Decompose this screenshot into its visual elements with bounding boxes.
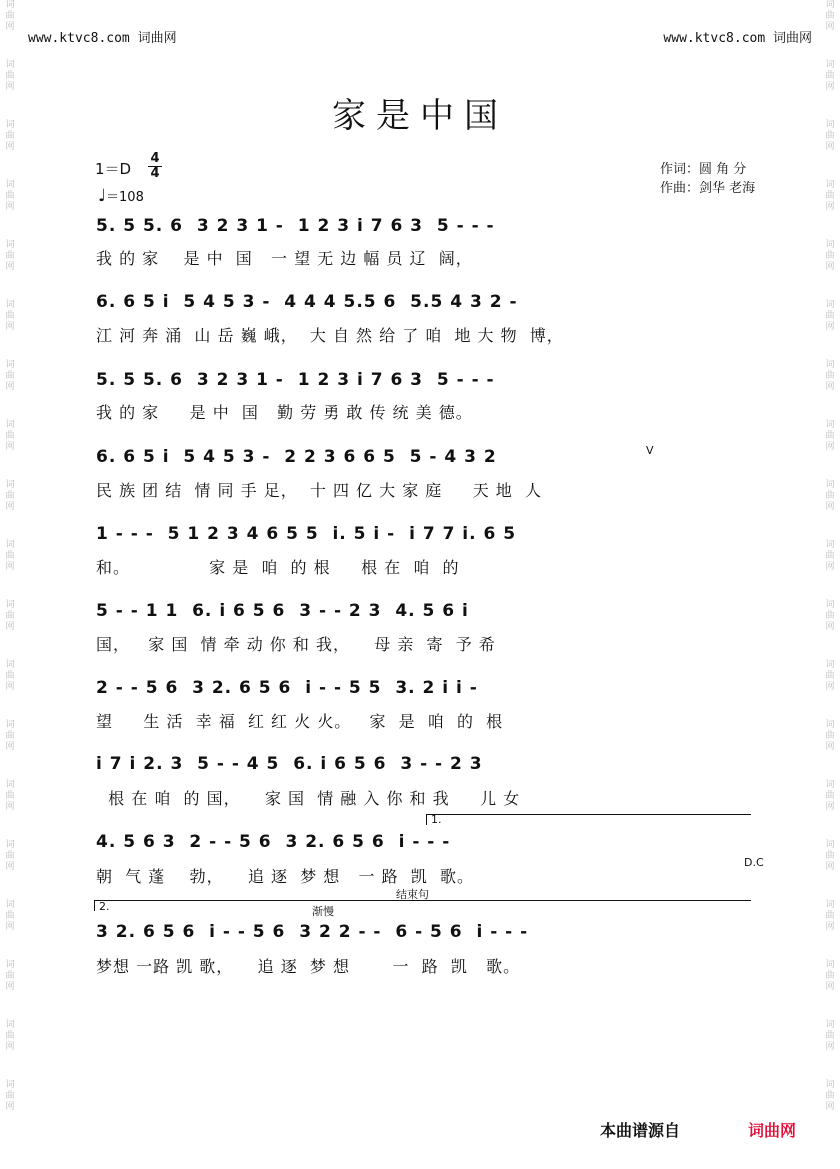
time-signature-bottom: 4 [148, 166, 162, 181]
notes-row-7: 2 - - 5 6 3 2. 6 5 6 i - - 5 5 3. 2 i i - [96, 678, 478, 698]
site-header-left[interactable]: www.ktvc8.com 词曲网 [28, 31, 177, 46]
side-watermark-char: 词 [825, 900, 835, 910]
lyric-row-3: 我 的 家 是 中 国 勤 劳 勇 敢 传 统 美 德。 [96, 403, 473, 422]
side-watermark-char: 曲 [825, 551, 835, 561]
side-watermark-char: 网 [825, 382, 835, 392]
side-watermark-char: 词 [825, 480, 835, 490]
side-watermark-char: 网 [5, 22, 15, 32]
side-watermark-char: 词 [825, 660, 835, 670]
side-watermark-block [822, 960, 838, 1020]
side-watermark-block [822, 780, 838, 840]
volta-bracket-1 [426, 814, 751, 825]
side-watermark-char: 曲 [5, 971, 15, 981]
side-watermark-char: 网 [825, 982, 835, 992]
side-watermark-char: 网 [5, 682, 15, 692]
time-signature [148, 152, 162, 181]
side-watermark-char: 网 [825, 322, 835, 332]
side-watermark-block [2, 360, 18, 420]
side-watermark-char: 词 [5, 420, 15, 430]
side-watermark-char: 词 [825, 0, 835, 10]
side-watermark-char: 曲 [5, 611, 15, 621]
side-watermark-char: 曲 [825, 911, 835, 921]
staff-row-2 [96, 292, 756, 324]
side-watermark-block [822, 900, 838, 960]
tempo-marking [98, 186, 144, 206]
side-watermark-char: 网 [5, 262, 15, 272]
side-watermark-char: 网 [5, 202, 15, 212]
side-watermark-block [822, 480, 838, 540]
side-watermark-block [822, 1080, 838, 1140]
dc-mark: D.C [744, 856, 764, 869]
side-watermark-block [2, 1020, 18, 1080]
side-watermark-block [2, 900, 18, 960]
side-watermark-block [822, 1020, 838, 1080]
side-watermark-char: 词 [825, 180, 835, 190]
notes-row-1: 5. 5 5. 6 3 2 3 1 - 1 2 3 i 7 6 3 5 - - - [96, 216, 495, 236]
side-watermark-left [2, 0, 18, 1169]
side-watermark-block [2, 180, 18, 240]
side-watermark-char: 曲 [5, 551, 15, 561]
footer-source-label: 本曲谱源自 [600, 1121, 681, 1140]
side-watermark-block [2, 0, 18, 60]
side-watermark-char: 曲 [825, 791, 835, 801]
side-watermark-block [822, 540, 838, 600]
side-watermark-block [822, 240, 838, 300]
staff-row-3 [96, 370, 756, 402]
ending-label: 结束句 [396, 888, 429, 901]
side-watermark-char: 网 [5, 562, 15, 572]
side-watermark-block [2, 300, 18, 360]
side-watermark-char: 词 [5, 0, 15, 10]
side-watermark-char: 曲 [5, 911, 15, 921]
side-watermark-char: 网 [825, 262, 835, 272]
lyric-row-6: 国， 家 国 情 牵 动 你 和 我， 母 亲 寄 予 希 [96, 635, 496, 654]
notes-row-3: 5. 5 5. 6 3 2 3 1 - 1 2 3 i 7 6 3 5 - - - [96, 370, 495, 390]
side-watermark-char: 曲 [825, 971, 835, 981]
side-watermark-char: 词 [5, 780, 15, 790]
side-watermark-char: 词 [5, 300, 15, 310]
breath-mark: V [646, 444, 654, 457]
tempo-value: ＝108 [106, 190, 144, 205]
side-watermark-char: 词 [5, 360, 15, 370]
side-watermark-char: 词 [825, 360, 835, 370]
notes-row-5: 1 - - - 5 1 2 3 4 6 5 5 i. 5 i - i 7 7 i. 6 5 [96, 524, 517, 544]
side-watermark-char: 词 [825, 420, 835, 430]
side-watermark-char: 网 [825, 142, 835, 152]
lyricist-credit: 作词：圆 角 分 [660, 162, 747, 177]
side-watermark-char: 网 [5, 922, 15, 932]
side-watermark-char: 曲 [5, 851, 15, 861]
footer-brand-link[interactable]: 词曲网 [748, 1121, 797, 1140]
side-watermark-char: 网 [5, 382, 15, 392]
side-watermark-char: 词 [825, 600, 835, 610]
side-watermark-char: 词 [825, 540, 835, 550]
side-watermark-char: 词 [5, 240, 15, 250]
side-watermark-char: 网 [5, 142, 15, 152]
side-watermark-char: 词 [5, 540, 15, 550]
volta-bracket-2 [94, 900, 751, 911]
side-watermark-block [2, 780, 18, 840]
side-watermark-block [822, 420, 838, 480]
staff-row-4 [96, 447, 756, 479]
side-watermark-char: 曲 [825, 191, 835, 201]
side-watermark-char: 词 [825, 840, 835, 850]
side-watermark-block [2, 960, 18, 1020]
side-watermark-block [822, 840, 838, 900]
side-watermark-char: 曲 [5, 11, 15, 21]
side-watermark-char: 网 [5, 1042, 15, 1052]
side-watermark-char: 词 [825, 300, 835, 310]
composer-credit: 作曲：剑华 老海 [660, 181, 756, 196]
side-watermark-char: 曲 [5, 191, 15, 201]
side-watermark-block [2, 600, 18, 660]
side-watermark-char: 曲 [825, 731, 835, 741]
notes-row-6: 5 - - 1 1 6. i 6 5 6 3 - - 2 3 4. 5 6 i [96, 601, 469, 621]
side-watermark-char: 词 [5, 900, 15, 910]
side-watermark-char: 词 [5, 120, 15, 130]
notes-row-8: i 7 i 2. 3 5 - - 4 5 6. i 6 5 6 3 - - 2 3 [96, 754, 483, 774]
side-watermark-char: 词 [5, 60, 15, 70]
side-watermark-char: 曲 [5, 491, 15, 501]
side-watermark-char: 曲 [5, 1091, 15, 1101]
lyric-row-8: 根 在 咱 的 国， 家 国 情 融 入 你 和 我 儿 女 [96, 789, 521, 808]
side-watermark-block [822, 600, 838, 660]
side-watermark-char: 词 [825, 1080, 835, 1090]
quarter-note-icon: ♩ [98, 186, 107, 206]
side-watermark-char: 网 [5, 322, 15, 332]
side-watermark-char: 曲 [825, 311, 835, 321]
side-watermark-block [2, 840, 18, 900]
side-watermark-char: 词 [825, 240, 835, 250]
side-watermark-char: 网 [5, 442, 15, 452]
side-watermark-char: 曲 [825, 611, 835, 621]
side-watermark-char: 网 [825, 442, 835, 452]
lyric-row-7: 望 生 活 幸 福 红 红 火 火。 家 是 咱 的 根 [96, 712, 504, 731]
lyric-row-1: 我 的 家 是 中 国 一 望 无 边 幅 员 辽 阔， [96, 249, 473, 268]
side-watermark-char: 曲 [5, 1031, 15, 1041]
staff-row-5 [96, 524, 756, 556]
side-watermark-char: 曲 [5, 671, 15, 681]
side-watermark-block [822, 360, 838, 420]
side-watermark-char: 词 [5, 660, 15, 670]
staff-row-9 [96, 832, 756, 864]
side-watermark-char: 曲 [5, 731, 15, 741]
side-watermark-char: 曲 [825, 851, 835, 861]
side-watermark-char: 曲 [825, 491, 835, 501]
side-watermark-char: 曲 [825, 1091, 835, 1101]
side-watermark-block [2, 480, 18, 540]
side-watermark-char: 词 [5, 1020, 15, 1030]
side-watermark-char: 曲 [825, 671, 835, 681]
side-watermark-char: 曲 [5, 251, 15, 261]
side-watermark-char: 曲 [5, 71, 15, 81]
side-watermark-char: 曲 [825, 71, 835, 81]
side-watermark-char: 词 [825, 1020, 835, 1030]
side-watermark-block [822, 720, 838, 780]
site-header-right[interactable]: www.ktvc8.com 词曲网 [663, 31, 812, 46]
side-watermark-char: 曲 [5, 371, 15, 381]
side-watermark-char: 网 [825, 562, 835, 572]
staff-row-7 [96, 678, 756, 710]
side-watermark-char: 网 [5, 982, 15, 992]
side-watermark-char: 网 [825, 862, 835, 872]
side-watermark-block [2, 240, 18, 300]
side-watermark-char: 曲 [825, 11, 835, 21]
side-watermark-char: 网 [825, 202, 835, 212]
side-watermark-char: 曲 [825, 371, 835, 381]
volta-label-1: 1. [431, 813, 442, 826]
side-watermark-block [2, 420, 18, 480]
side-watermark-char: 词 [5, 180, 15, 190]
side-watermark-char: 网 [825, 922, 835, 932]
side-watermark-char: 网 [825, 82, 835, 92]
side-watermark-char: 词 [825, 780, 835, 790]
slowing-mark: 渐慢 [312, 905, 334, 918]
side-watermark-char: 网 [825, 742, 835, 752]
side-watermark-block [822, 660, 838, 720]
time-signature-top: 4 [150, 151, 160, 166]
side-watermark-char: 网 [825, 1102, 835, 1112]
side-watermark-char: 词 [5, 960, 15, 970]
notes-row-2: 6. 6 5 i 5 4 5 3 - 4 4 4 5.5 6 5.5 4 3 2 - [96, 292, 518, 312]
staff-row-8 [96, 754, 756, 786]
side-watermark-char: 词 [5, 720, 15, 730]
side-watermark-block [2, 720, 18, 780]
side-watermark-char: 词 [5, 840, 15, 850]
side-watermark-char: 网 [825, 1042, 835, 1052]
side-watermark-block [822, 0, 838, 60]
volta-label-2: 2. [99, 900, 110, 913]
side-watermark-block [822, 180, 838, 240]
side-watermark-char: 网 [5, 502, 15, 512]
side-watermark-char: 曲 [825, 131, 835, 141]
side-watermark-char: 词 [825, 60, 835, 70]
side-watermark-block [2, 540, 18, 600]
staff-row-1 [96, 216, 756, 248]
side-watermark-char: 词 [825, 720, 835, 730]
side-watermark-char: 词 [5, 480, 15, 490]
staff-row-6 [96, 601, 756, 633]
side-watermark-char: 网 [5, 742, 15, 752]
side-watermark-char: 网 [825, 802, 835, 812]
side-watermark-char: 网 [5, 862, 15, 872]
song-title: 家是中国 [332, 96, 508, 136]
notes-row-9: 4. 5 6 3 2 - - 5 6 3 2. 6 5 6 i - - - [96, 832, 451, 852]
credits [660, 160, 755, 198]
side-watermark-char: 曲 [5, 431, 15, 441]
lyric-row-10: 梦想 一路 凯 歌， 追 逐 梦 想 一 路 凯 歌。 [96, 957, 521, 976]
side-watermark-char: 曲 [5, 791, 15, 801]
lyric-row-4: 民 族 团 结 情 同 手 足， 十 四 亿 大 家 庭 天 地 人 [96, 481, 542, 500]
side-watermark-char: 曲 [5, 131, 15, 141]
side-watermark-char: 曲 [825, 251, 835, 261]
side-watermark-char: 网 [5, 82, 15, 92]
side-watermark-char: 网 [825, 682, 835, 692]
side-watermark-right [822, 0, 838, 1169]
lyric-row-9: 朝 气 蓬 勃， 追 逐 梦 想 一 路 凯 歌。 [96, 867, 474, 886]
notes-row-10: 3 2. 6 5 6 i - - 5 6 3 2 2 - - 6 - 5 6 i - - - [96, 922, 529, 942]
staff-row-10 [96, 922, 756, 954]
side-watermark-char: 词 [5, 600, 15, 610]
side-watermark-char: 网 [5, 1102, 15, 1112]
key-signature: 1＝D [95, 160, 132, 178]
lyric-row-2: 江 河 奔 涌 山 岳 巍 峨， 大 自 然 给 了 咱 地 大 物 博， [96, 326, 564, 345]
side-watermark-char: 词 [825, 120, 835, 130]
side-watermark-block [2, 1080, 18, 1140]
side-watermark-block [822, 300, 838, 360]
side-watermark-char: 网 [825, 502, 835, 512]
side-watermark-char: 词 [5, 1080, 15, 1090]
side-watermark-char: 网 [5, 802, 15, 812]
side-watermark-char: 词 [825, 960, 835, 970]
lyric-row-5: 和。 家 是 咱 的 根 根 在 咱 的 [96, 558, 460, 577]
side-watermark-char: 曲 [825, 1031, 835, 1041]
notes-row-4: 6. 6 5 i 5 4 5 3 - 2 2 3 6 6 5 5 - 4 3 2 [96, 447, 497, 467]
side-watermark-char: 网 [5, 622, 15, 632]
side-watermark-char: 网 [825, 22, 835, 32]
side-watermark-block [2, 660, 18, 720]
side-watermark-char: 曲 [5, 311, 15, 321]
side-watermark-char: 网 [825, 622, 835, 632]
side-watermark-char: 曲 [825, 431, 835, 441]
